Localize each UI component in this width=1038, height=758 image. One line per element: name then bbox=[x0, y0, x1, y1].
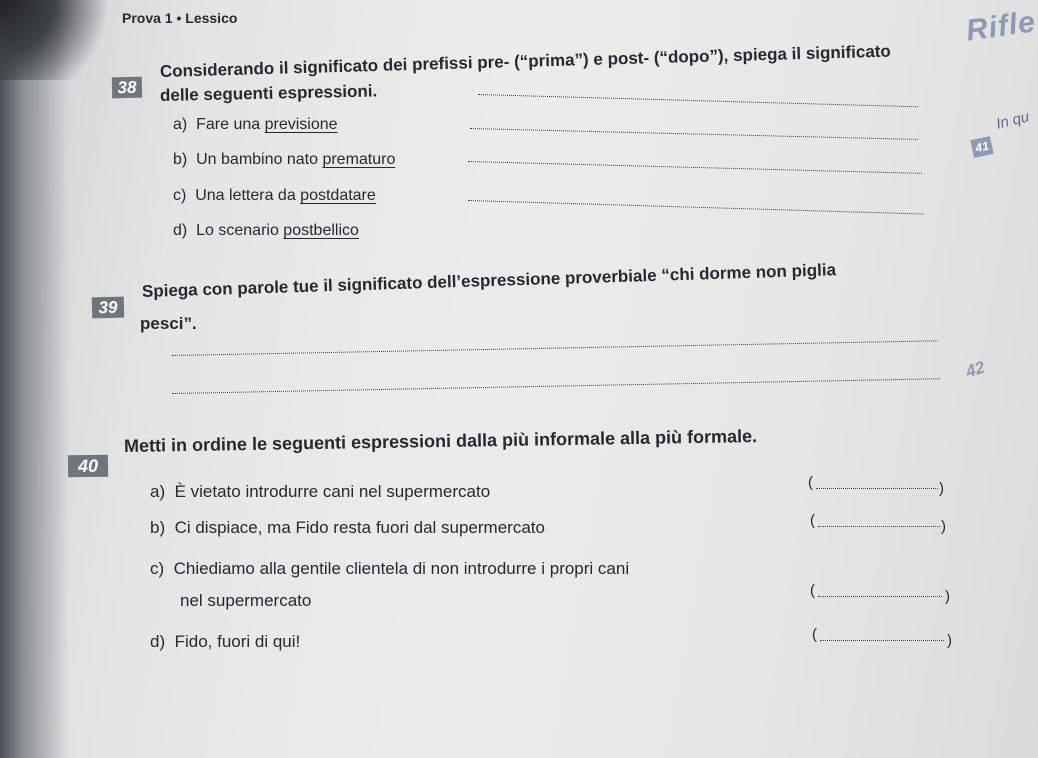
ranking-blank-d[interactable] bbox=[812, 626, 952, 652]
paren-close: ) bbox=[947, 632, 952, 649]
item-text: Un bambino nato bbox=[196, 151, 323, 168]
blank-line bbox=[818, 526, 940, 527]
item-letter: c) bbox=[173, 187, 187, 204]
blank-line bbox=[816, 488, 938, 489]
item-letter: b) bbox=[150, 518, 166, 537]
exercise-38-item-a bbox=[173, 116, 338, 134]
exercise-40-item-d bbox=[150, 632, 300, 652]
item-letter: d) bbox=[150, 632, 166, 651]
answer-line bbox=[172, 340, 938, 356]
page-header: Prova 1 • Lessico bbox=[122, 10, 238, 26]
blank-line bbox=[818, 596, 942, 597]
exercise-number-38: 38 bbox=[112, 77, 142, 99]
answer-line bbox=[468, 200, 924, 215]
page-shadow bbox=[0, 0, 70, 758]
underlined-word: previsione bbox=[264, 116, 338, 133]
ranking-blank-c[interactable] bbox=[810, 582, 950, 608]
item-text: Fare una bbox=[196, 116, 265, 133]
exercise-38-text-line1: Considerando il significato dei prefissi pre- (“prima”) e post- (“dopo”), spiega il significato bbox=[159, 41, 892, 81]
exercise-40-item-c bbox=[150, 559, 629, 579]
answer-line bbox=[172, 378, 940, 394]
exercise-40-text: Metti in ordine le seguenti espressioni dalla più informale alla più formale. bbox=[123, 426, 758, 456]
paren-open: ( bbox=[810, 582, 815, 599]
item-text: Lo scenario bbox=[196, 222, 284, 239]
item-letter: a) bbox=[173, 116, 188, 133]
answer-line bbox=[470, 128, 918, 140]
item-letter: a) bbox=[150, 482, 166, 501]
exercise-40-item-b bbox=[150, 518, 545, 538]
exercise-39-text-line1: Spiega con parole tue il significato dell’espressione proverbiale “chi dorme non piglia bbox=[141, 260, 837, 301]
exercise-40-item-c-line2: nel supermercato bbox=[180, 591, 312, 610]
answer-line bbox=[468, 161, 922, 174]
exercise-39-text-line2: pesci”. bbox=[140, 314, 197, 333]
item-letter: d) bbox=[173, 222, 188, 239]
ranking-blank-a[interactable] bbox=[808, 474, 944, 500]
item-text: Fido, fuori di qui! bbox=[174, 632, 301, 651]
exercise-38-item-d bbox=[173, 222, 359, 240]
item-text: Ci dispiace, ma Fido resta fuori dal supermercato bbox=[174, 518, 545, 537]
exercise-number-39: 39 bbox=[92, 297, 124, 319]
underlined-word: postdatare bbox=[300, 187, 376, 204]
item-letter: c) bbox=[150, 559, 165, 578]
paren-open: ( bbox=[810, 512, 815, 529]
exercise-40-item-a bbox=[150, 482, 490, 502]
ranking-blank-b[interactable] bbox=[810, 512, 946, 538]
paren-close: ) bbox=[941, 518, 946, 535]
exercise-38-text-line2: delle seguenti espressioni. bbox=[159, 81, 378, 105]
paren-open: ( bbox=[812, 626, 817, 643]
exercise-38-item-c bbox=[173, 187, 376, 205]
margin-number-42: 42 bbox=[963, 357, 988, 382]
exercise-38-item-b bbox=[173, 151, 395, 169]
margin-heading-fragment: Rifle bbox=[963, 5, 1038, 48]
margin-text-fragment: In qu bbox=[994, 108, 1031, 133]
item-text: Una lettera da bbox=[195, 187, 301, 204]
item-text: È vietato introdurre cani nel supermercato bbox=[174, 482, 491, 501]
paren-close: ) bbox=[945, 588, 950, 605]
paren-close: ) bbox=[939, 480, 944, 497]
item-text: Chiediamo alla gentile clientela di non introdurre i propri cani bbox=[173, 559, 630, 578]
answer-line bbox=[478, 94, 918, 107]
margin-number-41: 41 bbox=[970, 136, 993, 158]
underlined-word: prematuro bbox=[322, 151, 396, 168]
item-letter: b) bbox=[173, 151, 188, 168]
page-shadow-top bbox=[0, 0, 110, 80]
paren-open: ( bbox=[808, 474, 813, 491]
exercise-number-40: 40 bbox=[68, 455, 108, 478]
underlined-word: postbellico bbox=[283, 222, 359, 239]
blank-line bbox=[820, 640, 944, 641]
